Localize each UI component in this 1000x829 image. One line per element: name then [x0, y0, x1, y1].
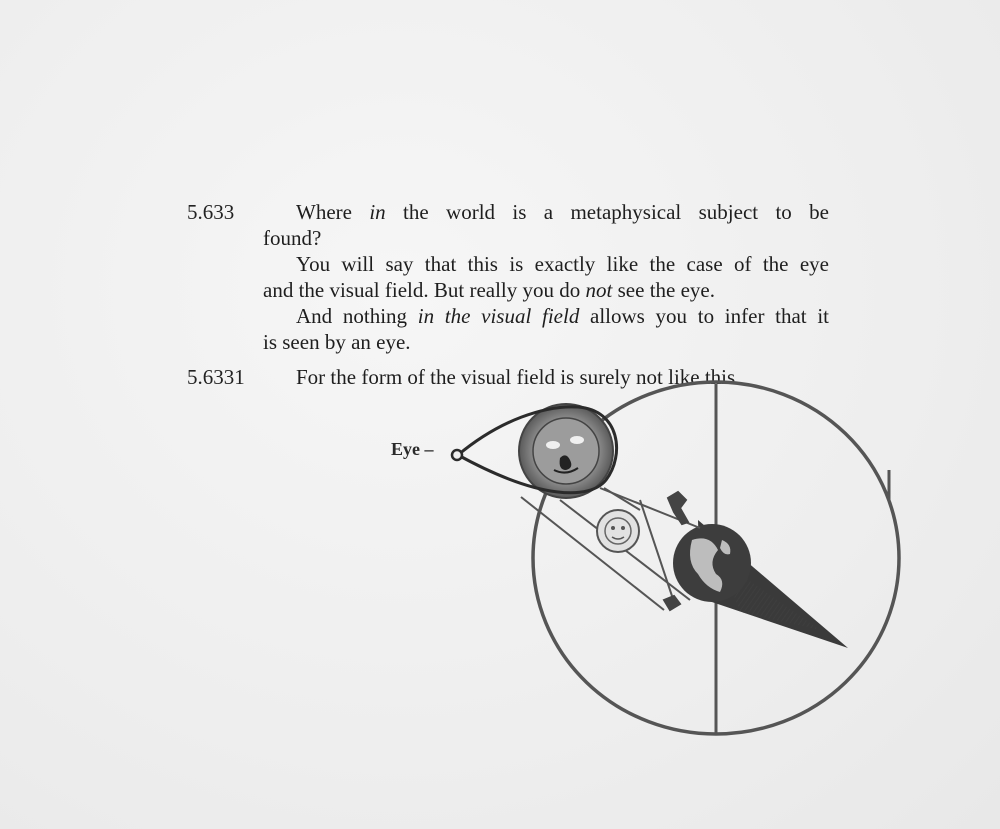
text-line: And nothing in the visual field allows you to infer that it — [296, 304, 829, 328]
proposition-number: 5.633 — [187, 200, 235, 224]
proposition-text — [263, 364, 829, 390]
text-line: You will say that this is exactly like the case of the eye — [296, 252, 829, 276]
text-line: and the visual field. But really you do not see the eye. — [263, 278, 715, 302]
shadow-cone — [698, 520, 848, 648]
text-line: Where in the world is a metaphysical subject to be — [296, 200, 829, 224]
sun-figure — [519, 404, 613, 498]
woodcut-circle — [533, 382, 899, 734]
moon-figure — [597, 510, 639, 552]
eye-shape — [452, 407, 617, 493]
earth-globe — [673, 524, 751, 602]
text-line: found? — [263, 226, 322, 250]
text-line: is seen by an eye. — [263, 330, 411, 354]
proposition-number: 5.6331 — [187, 365, 245, 389]
proposition-text — [263, 199, 829, 355]
text-line: For the form of the visual field is surely not like this — [296, 365, 736, 389]
eye-label: Eye – — [391, 439, 434, 459]
light-rays — [521, 488, 700, 610]
small-figures — [664, 492, 688, 610]
